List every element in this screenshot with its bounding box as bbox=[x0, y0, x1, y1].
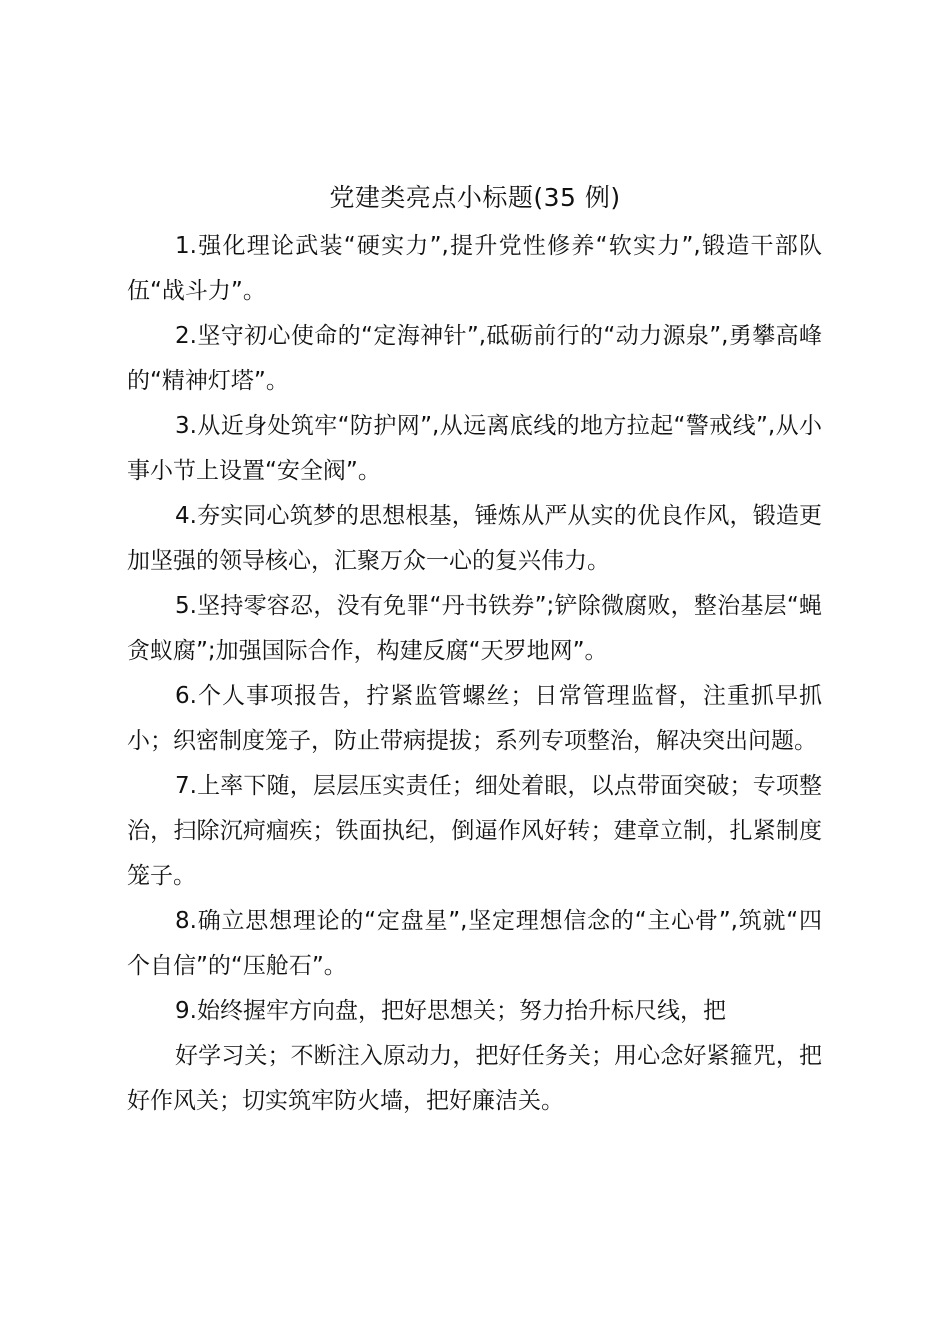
document-title: 党建类亮点小标题(35 例) bbox=[329, 183, 621, 212]
paragraph-9-continued: 好学习关；不断注入原动力，把好任务关；用心念好紧箍咒，把好作风关；切实筑牢防火墙，把好廉洁关。 bbox=[127, 1043, 822, 1114]
paragraph-7: 7.上率下随，层层压实责任；细处着眼，以点带面突破；专项整治，扫除沉疴痼疾；铁面执纪，倒逼作风好转；建章立制，扎紧制度笼子。 bbox=[127, 773, 822, 889]
paragraph-3: 3.从近身处筑牢“防护网”,从远离底线的地方拉起“警戒线”,从小事小节上设置“安全阀”。 bbox=[127, 413, 822, 484]
paragraph-8: 8.确立思想理论的“定盘星”,坚定理想信念的“主心骨”,筑就“四个自信”的“压舱石”。 bbox=[127, 908, 822, 979]
document-body bbox=[127, 224, 822, 1124]
paragraph-9: 9.始终握牢方向盘，把好思想关；努力抬升标尺线，把 bbox=[175, 998, 726, 1024]
paragraph-4: 4.夯实同心筑梦的思想根基，锤炼从严从实的优良作风，锻造更加坚强的领导核心，汇聚万众一心的复兴伟力。 bbox=[127, 503, 822, 574]
paragraph-6: 6.个人事项报告，拧紧监管螺丝；日常管理监督，注重抓早抓小；织密制度笼子，防止带病提拔；系列专项整治，解决突出问题。 bbox=[127, 683, 822, 754]
paragraph-2: 2.坚守初心使命的“定海神针”,砥砺前行的“动力源泉”,勇攀高峰的“精神灯塔”。 bbox=[127, 323, 822, 394]
paragraph-1: 1.强化理论武装“硬实力”,提升党性修养“软实力”,锻造干部队伍“战斗力”。 bbox=[127, 233, 822, 304]
paragraph-5: 5.坚持零容忍，没有免罪“丹书铁券”;铲除微腐败，整治基层“蝇贪蚁腐”;加强国际合作，构建反腐“天罗地网”。 bbox=[127, 593, 822, 664]
